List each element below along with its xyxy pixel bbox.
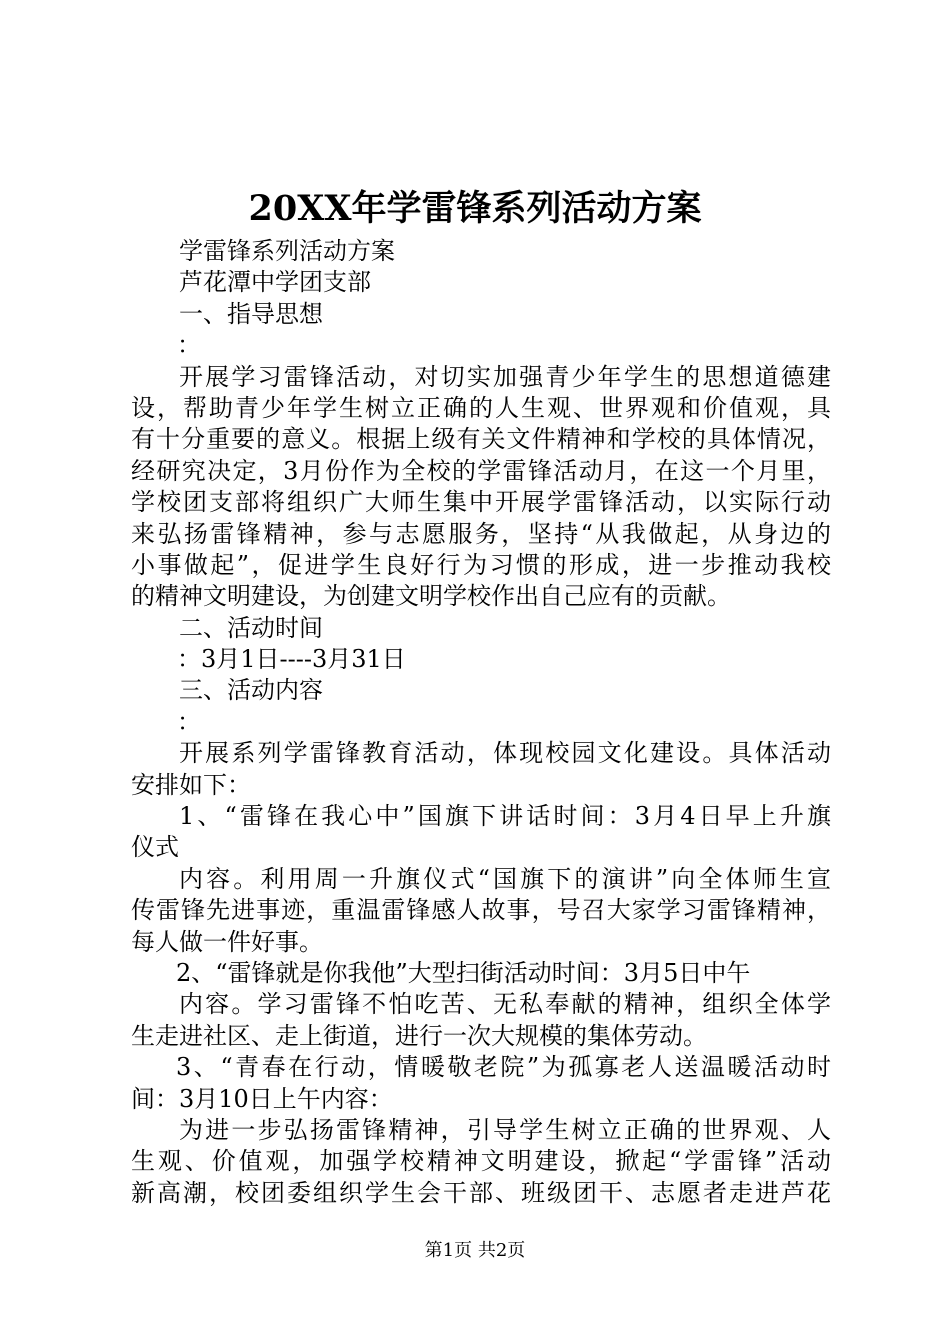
paragraph-line: 小事做起”，促进学生良好行为习惯的形成，进一步推动我校 (131, 550, 831, 579)
paragraph-line: 内容。学习雷锋不怕吃苦、无私奉献的精神，组织全体学 (179, 990, 831, 1019)
paragraph-line: 来弘扬雷锋精神，参与志愿服务，坚持“从我做起，从身边的 (131, 519, 831, 548)
paragraph-line: 一、指导思想 (179, 299, 323, 328)
paragraph-line: 仪式 (131, 833, 179, 862)
paragraph-line: 开展系列学雷锋教育活动，体现校园文化建设。具体活动 (179, 739, 831, 768)
paragraph-line: ：3月1日----3月31日 (177, 645, 406, 674)
paragraph-line: 安排如下： (131, 770, 251, 799)
paragraph-line: 二、活动时间 (179, 613, 323, 642)
paragraph-line: 为进一步弘扬雷锋精神，引导学生树立正确的世界观、人 (179, 1115, 831, 1144)
paragraph-line: 生走进社区、走上街道，进行一次大规模的集体劳动。 (131, 1021, 707, 1050)
paragraph-line: 3、“青春在行动，情暖敬老院”为孤寡老人送温暖活动时 (176, 1053, 831, 1082)
paragraph-line: 学校团支部将组织广大师生集中开展学雷锋活动，以实际行动 (131, 488, 831, 517)
paragraph-line: 内容。利用周一升旗仪式“国旗下的演讲”向全体师生宣 (179, 864, 831, 893)
paragraph-line: 芦花潭中学团支部 (179, 268, 371, 297)
paragraph-line: 学雷锋系列活动方案 (179, 237, 395, 265)
paragraph-line: 三、活动内容 (179, 676, 323, 705)
paragraph-line: 设，帮助青少年学生树立正确的人生观、世界观和价值观，具 (131, 393, 831, 422)
paragraph-line: 新高潮，校团委组织学生会干部、班级团干、志愿者走进芦花 (131, 1178, 831, 1207)
paragraph-line: 1、“雷锋在我心中”国旗下讲话时间：3月4日早上升旗 (179, 802, 831, 831)
paragraph-line: 2、“雷锋就是你我他”大型扫街活动时间：3月5日中午 (176, 958, 751, 987)
paragraph-line: 每人做一件好事。 (131, 927, 323, 956)
paragraph-line: ： (177, 331, 201, 360)
paragraph-line: 经研究决定，3月份作为全校的学雷锋活动月，在这一个月里， (131, 456, 831, 485)
paragraph-line: 的精神文明建设，为创建文明学校作出自己应有的贡献。 (131, 582, 731, 611)
paragraph-line: 传雷锋先进事迹，重温雷锋感人故事，号召大家学习雷锋精神， (131, 896, 831, 925)
document-body (131, 236, 831, 1209)
paragraph-line: 间：3月10日上午内容： (131, 1084, 393, 1113)
document-title: 20XX年学雷锋系列活动方案 (248, 188, 702, 229)
paragraph-line: 生观、价值观，加强学校精神文明建设，掀起“学雷锋”活动 (131, 1147, 831, 1176)
paragraph-line: 有十分重要的意义。根据上级有关文件精神和学校的具体情况， (131, 425, 831, 454)
page-footer: 第1页 共2页 (424, 1240, 526, 1261)
paragraph-line: 开展学习雷锋活动，对切实加强青少年学生的思想道德建 (179, 362, 831, 391)
paragraph-line: ： (177, 707, 201, 736)
